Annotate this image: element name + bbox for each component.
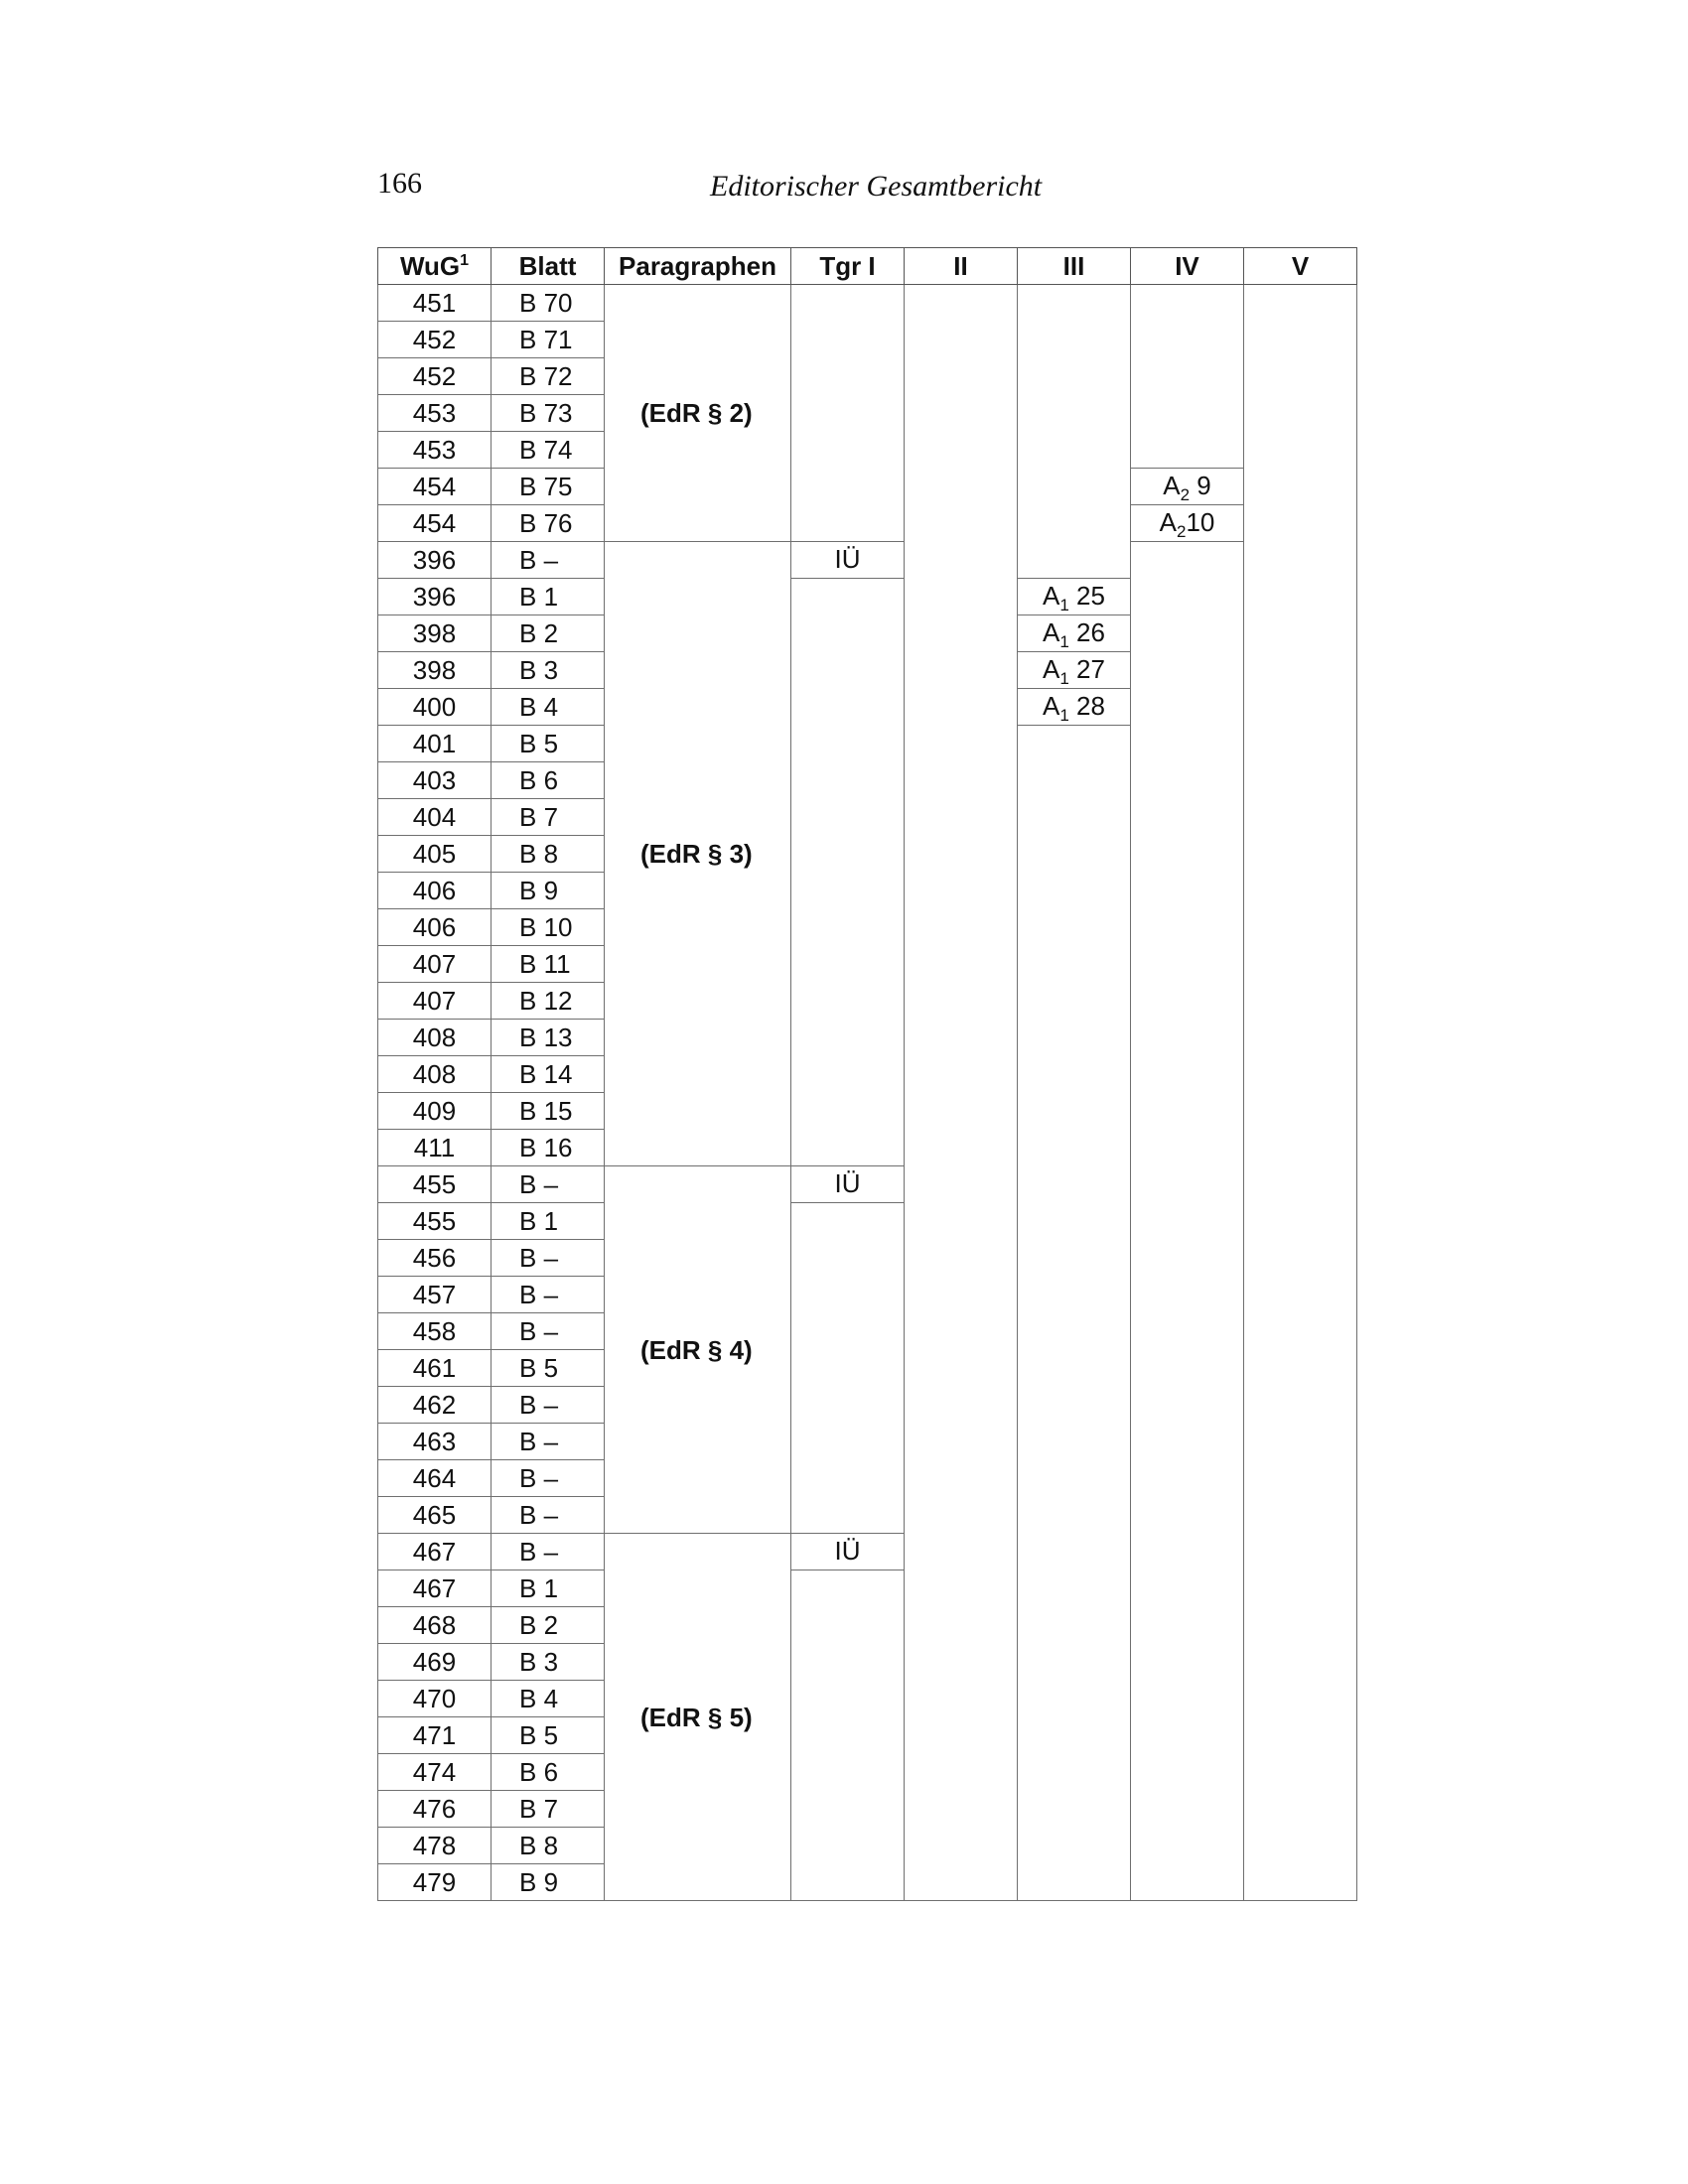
cell-paragraph-group: (EdR § 5): [605, 1534, 791, 1901]
cell-blatt: B 12: [492, 983, 605, 1020]
cell-wug: 478: [378, 1828, 492, 1864]
cell-wug: 468: [378, 1607, 492, 1644]
cell-wug: 406: [378, 873, 492, 909]
cell-blatt: B 70: [492, 285, 605, 322]
cell-wug: 474: [378, 1754, 492, 1791]
running-title: Editorischer Gesamtbericht: [710, 170, 1043, 203]
cell-blatt: B –: [492, 542, 605, 579]
cell-blatt: B 14: [492, 1056, 605, 1093]
cell-wug: 453: [378, 432, 492, 469]
cell-blatt: B –: [492, 1313, 605, 1350]
cell-blatt: B 5: [492, 1717, 605, 1754]
cell-witness-sigla: $A_1$ 28: [1018, 689, 1131, 726]
cell-witness-sigla: $A_1$ 27: [1018, 652, 1131, 689]
cell-paragraph-group: (EdR § 2): [605, 285, 791, 542]
cell-blatt: B –: [492, 1240, 605, 1277]
cell-wug: 409: [378, 1093, 492, 1130]
cell-blatt: B 16: [492, 1130, 605, 1166]
cell-blatt: B 9: [492, 873, 605, 909]
cell-wug: 398: [378, 615, 492, 652]
cell-blatt: B 7: [492, 1791, 605, 1828]
cell-wug: 454: [378, 469, 492, 505]
document-table: [377, 247, 1357, 1901]
cell-empty: [791, 285, 905, 542]
cell-tgr-mark: IÜ: [791, 542, 905, 579]
cell-paragraph-group: (EdR § 4): [605, 1166, 791, 1534]
cell-witness-sigla: $A_2$ 9: [1131, 469, 1244, 505]
cell-blatt: B 72: [492, 358, 605, 395]
cell-witness-sigla: $A_1$ 25: [1018, 579, 1131, 615]
cell-wug: 465: [378, 1497, 492, 1534]
header-paragraphen: Paragraphen: [605, 248, 791, 285]
cell-witness-sigla: $A_1$ 26: [1018, 615, 1131, 652]
cell-empty: [1018, 726, 1131, 1901]
cell-wug: 404: [378, 799, 492, 836]
header-tgr-i: Tgr I: [791, 248, 905, 285]
cell-blatt: B 71: [492, 322, 605, 358]
cell-empty: [1131, 542, 1244, 1901]
header-wug: WuG$^1$: [378, 248, 492, 285]
header-col-iii: III: [1018, 248, 1131, 285]
cell-empty: [791, 579, 905, 1166]
cell-blatt: B 5: [492, 1350, 605, 1387]
cell-blatt: B 13: [492, 1020, 605, 1056]
cell-blatt: B –: [492, 1277, 605, 1313]
cell-witness-sigla: $A_210$: [1131, 505, 1244, 542]
cell-wug: 467: [378, 1570, 492, 1607]
cell-wug: 457: [378, 1277, 492, 1313]
cell-empty: [1018, 285, 1131, 579]
cell-wug: 406: [378, 909, 492, 946]
cell-blatt: B 9: [492, 1864, 605, 1901]
cell-empty: [905, 285, 1018, 1901]
cell-wug: 403: [378, 762, 492, 799]
cell-wug: 408: [378, 1020, 492, 1056]
cell-wug: 453: [378, 395, 492, 432]
footnote-marker: 1: [460, 252, 470, 269]
cell-wug: 396: [378, 579, 492, 615]
cell-wug: 454: [378, 505, 492, 542]
cell-wug: 456: [378, 1240, 492, 1277]
cell-blatt: B 6: [492, 762, 605, 799]
cell-wug: 463: [378, 1424, 492, 1460]
cell-blatt: B 10: [492, 909, 605, 946]
table-header-row: [378, 248, 1357, 285]
cell-blatt: B 11: [492, 946, 605, 983]
cell-wug: 452: [378, 322, 492, 358]
header-col-v: V: [1244, 248, 1357, 285]
cell-tgr-mark: IÜ: [791, 1534, 905, 1570]
cell-blatt: B 1: [492, 579, 605, 615]
cell-wug: 407: [378, 983, 492, 1020]
cell-blatt: B –: [492, 1497, 605, 1534]
cell-blatt: B –: [492, 1460, 605, 1497]
cell-wug: 476: [378, 1791, 492, 1828]
page-number: 166: [377, 167, 422, 200]
cell-wug: 401: [378, 726, 492, 762]
cell-wug: 469: [378, 1644, 492, 1681]
cell-blatt: B 4: [492, 1681, 605, 1717]
cell-blatt: B 2: [492, 615, 605, 652]
cell-wug: 411: [378, 1130, 492, 1166]
header-col-iv: IV: [1131, 248, 1244, 285]
cell-wug: 464: [378, 1460, 492, 1497]
cell-wug: 396: [378, 542, 492, 579]
cell-blatt: B 3: [492, 1644, 605, 1681]
cell-blatt: B –: [492, 1166, 605, 1203]
cell-blatt: B 5: [492, 726, 605, 762]
cell-blatt: B –: [492, 1424, 605, 1460]
cell-blatt: B 73: [492, 395, 605, 432]
cell-wug: 407: [378, 946, 492, 983]
cell-wug: 455: [378, 1203, 492, 1240]
cell-blatt: B 2: [492, 1607, 605, 1644]
cell-tgr-mark: IÜ: [791, 1166, 905, 1203]
table-row: [378, 542, 1357, 579]
cell-blatt: B 8: [492, 836, 605, 873]
cell-wug: 405: [378, 836, 492, 873]
cell-blatt: B 3: [492, 652, 605, 689]
cell-blatt: B 1: [492, 1570, 605, 1607]
cell-empty: [791, 1570, 905, 1901]
cell-wug: 455: [378, 1166, 492, 1203]
cell-paragraph-group: (EdR § 3): [605, 542, 791, 1166]
cell-blatt: B 15: [492, 1093, 605, 1130]
cell-wug: 451: [378, 285, 492, 322]
cell-empty: [1131, 285, 1244, 469]
table-body: [378, 285, 1357, 1901]
cell-wug: 458: [378, 1313, 492, 1350]
cell-wug: 467: [378, 1534, 492, 1570]
cell-wug: 452: [378, 358, 492, 395]
cell-blatt: B 74: [492, 432, 605, 469]
cell-empty: [791, 1203, 905, 1534]
cell-blatt: B 1: [492, 1203, 605, 1240]
cell-blatt: B 76: [492, 505, 605, 542]
cell-blatt: B 4: [492, 689, 605, 726]
cell-empty: [1244, 285, 1357, 1901]
cell-blatt: B –: [492, 1387, 605, 1424]
cell-blatt: B 75: [492, 469, 605, 505]
cell-wug: 408: [378, 1056, 492, 1093]
cell-blatt: B 8: [492, 1828, 605, 1864]
cell-wug: 400: [378, 689, 492, 726]
cell-wug: 461: [378, 1350, 492, 1387]
cell-wug: 470: [378, 1681, 492, 1717]
cell-wug: 462: [378, 1387, 492, 1424]
header-col-ii: II: [905, 248, 1018, 285]
cell-blatt: B 6: [492, 1754, 605, 1791]
cell-blatt: B –: [492, 1534, 605, 1570]
table-row: [378, 285, 1357, 322]
cell-blatt: B 7: [492, 799, 605, 836]
cell-wug: 398: [378, 652, 492, 689]
cell-wug: 471: [378, 1717, 492, 1754]
cell-wug: 479: [378, 1864, 492, 1901]
header-blatt: Blatt: [492, 248, 605, 285]
